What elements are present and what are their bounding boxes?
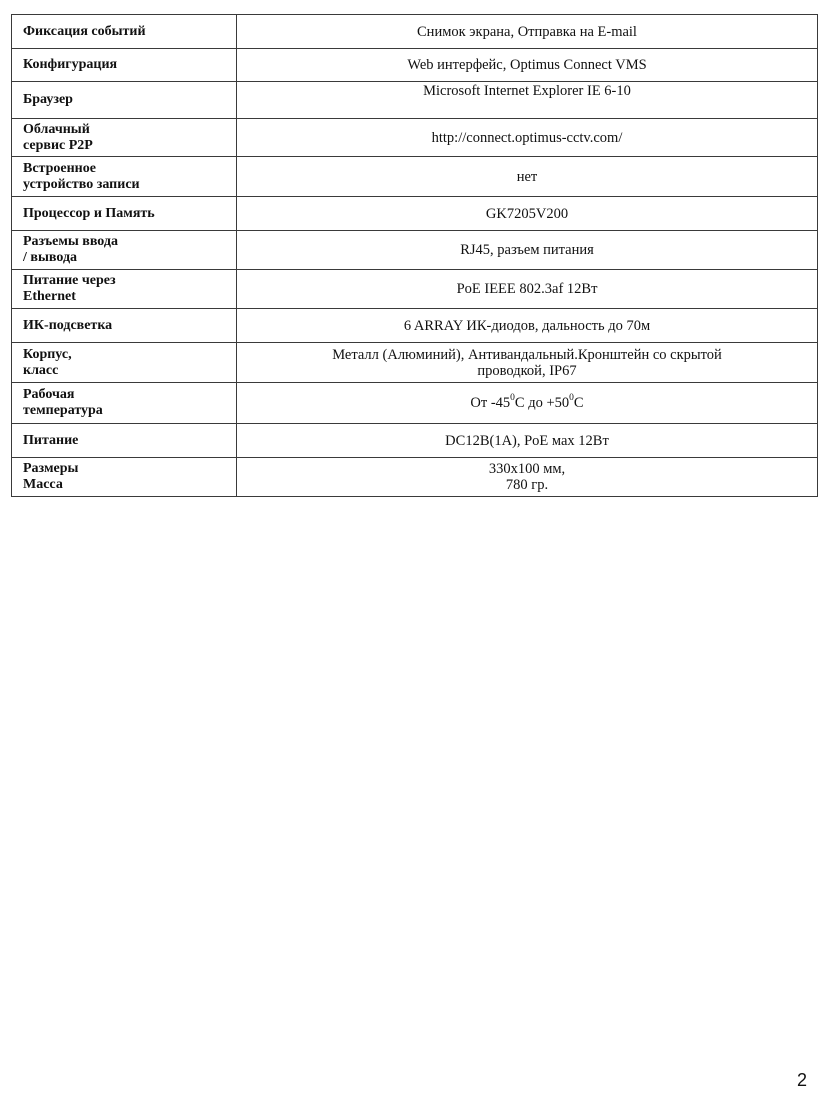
label-line: Питание через bbox=[23, 273, 116, 288]
spec-value bbox=[237, 49, 818, 82]
label-line: Размеры bbox=[23, 461, 79, 476]
value-line: Microsoft Internet Explorer IE 6-10 bbox=[423, 83, 631, 99]
label-line: Рабочая bbox=[23, 387, 75, 402]
spec-label bbox=[12, 119, 237, 157]
spec-value bbox=[237, 424, 818, 458]
spec-label bbox=[12, 343, 237, 383]
label-line: Фиксация событий bbox=[23, 23, 146, 39]
page-number: 2 bbox=[797, 1070, 808, 1090]
spec-value bbox=[237, 231, 818, 270]
value-line: PoE IEEE 802.3af 12Вт bbox=[456, 281, 598, 297]
spec-label bbox=[12, 82, 237, 119]
table-row bbox=[12, 82, 818, 119]
table-row bbox=[12, 424, 818, 458]
value-line: http://connect.optimus-cctv.com/ bbox=[431, 129, 623, 146]
spec-label bbox=[12, 231, 237, 270]
table-row bbox=[12, 383, 818, 424]
spec-value bbox=[237, 309, 818, 343]
spec-label bbox=[12, 15, 237, 49]
spec-value bbox=[237, 458, 818, 497]
label-line: / вывода bbox=[23, 250, 78, 265]
table-row bbox=[12, 231, 818, 270]
spec-value bbox=[237, 157, 818, 197]
spec-value bbox=[237, 383, 818, 424]
value-line: 6 ARRAY ИК-диодов, дальность до 70м bbox=[403, 317, 651, 334]
label-line: Масса bbox=[23, 477, 63, 492]
label-line: Облачный bbox=[23, 121, 90, 137]
label-line: класс bbox=[23, 362, 59, 378]
label-line: Конфигурация bbox=[23, 57, 118, 72]
value-line: 330х100 мм, bbox=[488, 461, 566, 477]
label-line: Ethernet bbox=[23, 289, 76, 304]
table-row bbox=[12, 157, 818, 197]
value-line: Снимок экрана, Отправка на E-mail bbox=[417, 23, 637, 40]
value-line: Металл (Алюминий), Антивандальный.Кронштейн со скрытой bbox=[332, 346, 722, 363]
spec-label bbox=[12, 270, 237, 309]
value-line: DC12В(1А), PoE мах 12Вт bbox=[445, 432, 609, 449]
label-line: устройство записи bbox=[23, 176, 140, 192]
label-line: ИК-подсветка bbox=[23, 317, 113, 333]
temperature-value: От $-45^0С$ до $+50^0С$ bbox=[470, 393, 584, 411]
label-line: Браузер bbox=[23, 92, 73, 107]
label-line: Корпус, bbox=[23, 346, 72, 362]
spec-label bbox=[12, 458, 237, 497]
spec-label bbox=[12, 49, 237, 82]
label-line: Процессор и Память bbox=[23, 205, 155, 221]
value-line: GK7205V200 bbox=[485, 205, 569, 222]
table-row bbox=[12, 15, 818, 49]
spec-value bbox=[237, 343, 818, 383]
label-line: Разъемы ввода bbox=[23, 234, 118, 249]
table-row bbox=[12, 49, 818, 82]
label-line: сервис P2P bbox=[23, 137, 93, 153]
value-line: 780 гр. bbox=[505, 477, 549, 493]
spec-label bbox=[12, 197, 237, 231]
specifications-table bbox=[11, 14, 818, 497]
label-line: температура bbox=[23, 403, 103, 418]
table-row bbox=[12, 343, 818, 383]
table-row bbox=[12, 458, 818, 497]
table-row bbox=[12, 197, 818, 231]
spec-label bbox=[12, 309, 237, 343]
spec-label bbox=[12, 424, 237, 458]
spec-label bbox=[12, 383, 237, 424]
value-line: RJ45, разъем питания bbox=[460, 242, 594, 258]
spec-label bbox=[12, 157, 237, 197]
label-line: Питание bbox=[23, 432, 79, 448]
table-row bbox=[12, 119, 818, 157]
spec-value bbox=[237, 197, 818, 231]
spec-value bbox=[237, 119, 818, 157]
spec-value bbox=[237, 82, 818, 119]
label-line: Встроенное bbox=[23, 160, 96, 176]
spec-value bbox=[237, 15, 818, 49]
value-line: Web интерфейс, Optimus Connect VMS bbox=[407, 57, 647, 73]
table-row bbox=[12, 309, 818, 343]
value-line: нет bbox=[516, 168, 538, 185]
spec-value bbox=[237, 270, 818, 309]
value-line: проводкой, IP67 bbox=[477, 362, 577, 379]
table-row bbox=[12, 270, 818, 309]
